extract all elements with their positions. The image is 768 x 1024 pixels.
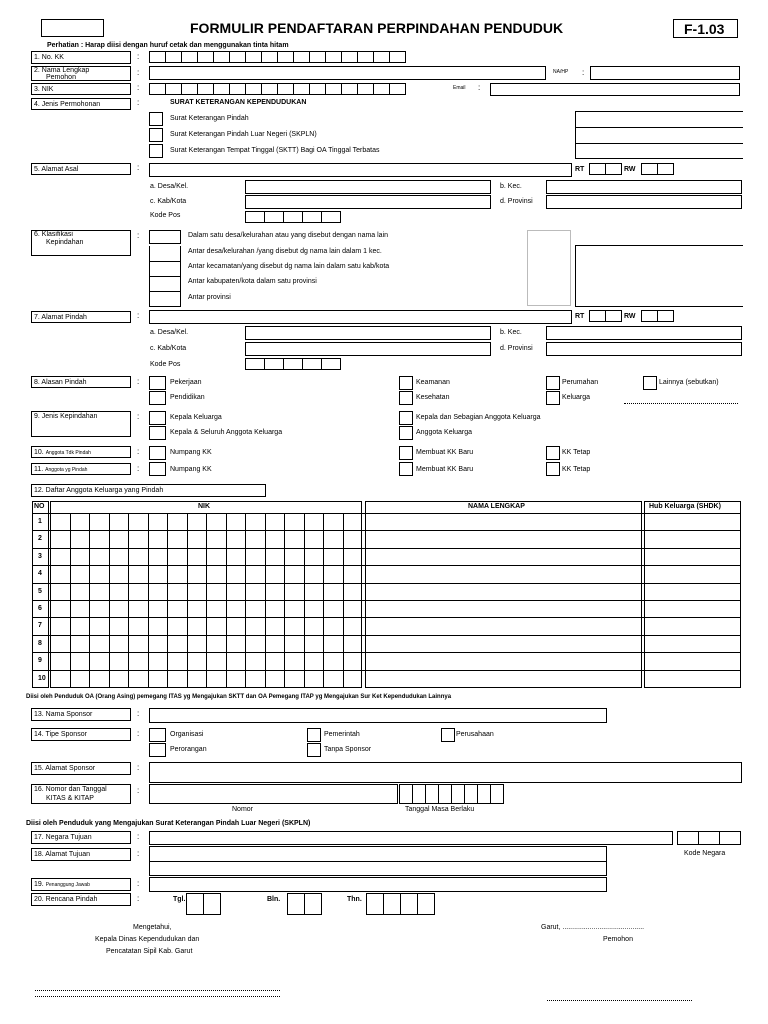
label-negara-tujuan: 17. Negara Tujuan <box>31 831 131 844</box>
table-row-number: 8 <box>38 640 42 647</box>
nik-cell-divider <box>343 513 344 688</box>
table-row-number: 10 <box>38 675 46 682</box>
tanggal-berlaku-caption: Tanggal Masa Berlaku <box>405 806 475 813</box>
bln-label: Bln. <box>267 896 281 903</box>
kode-negara-cells[interactable] <box>677 831 740 845</box>
lainnya-line[interactable] <box>624 403 738 404</box>
table-row <box>32 600 741 601</box>
table-header-nik: NIK <box>198 503 211 510</box>
nik-cell-divider <box>89 513 90 688</box>
nomor-caption: Nomor <box>232 806 254 813</box>
nik-cell-divider <box>304 513 305 688</box>
checkbox-kkbaru-10[interactable] <box>399 446 413 460</box>
klasifikasi-opt-5: Antar provinsi <box>188 294 231 301</box>
nik-cell-divider <box>109 513 110 688</box>
table-row-number: 4 <box>38 570 42 577</box>
label-no-kk: 1. No. KK <box>31 51 131 64</box>
desa-label: a. Desa/Kel. <box>150 183 189 190</box>
permohonan-heading: SURAT KETERANGAN KEPENDUDUKAN <box>170 99 307 106</box>
klasifikasi-side-box <box>527 230 571 306</box>
checkbox-perusahaan[interactable] <box>441 728 455 742</box>
tgl-label: Tgl. <box>173 896 186 903</box>
sign-garut-date: Garut, .......................................... <box>541 924 645 931</box>
opt-kkbaru-11: Membuat KK Baru <box>416 466 474 473</box>
form-code: F-1.03 <box>684 21 725 37</box>
opt-organisasi: Organisasi <box>170 731 204 738</box>
opt-kkbaru-10: Membuat KK Baru <box>416 449 474 456</box>
checkbox-anggota[interactable] <box>399 426 413 440</box>
opt-kepala-sebagian: Kepala dan Sebagian Anggota Keluarga <box>416 414 541 421</box>
checkbox-kktetap-10[interactable] <box>546 446 560 460</box>
nik-cell-divider <box>265 513 266 688</box>
table-row <box>32 548 741 549</box>
kab-label: c. Kab/Kota <box>150 198 187 205</box>
table-row <box>32 617 741 618</box>
label-daftar-anggota: 12. Daftar Anggota Keluarga yang Pindah <box>31 484 266 497</box>
tgl-cells[interactable] <box>186 893 220 915</box>
klasifikasi-opt-4: Antar kabupaten/kota dalam satu provinsi <box>188 278 317 285</box>
opt-surat-pindah: Surat Keterangan Pindah <box>170 115 249 122</box>
signature-line-right[interactable] <box>547 1000 692 1001</box>
checkbox-sktt[interactable] <box>149 144 163 158</box>
opt-lainnya: Lainnya (sebutkan) <box>659 379 719 386</box>
pos-label: Kode Pos <box>150 212 181 219</box>
label-rencana-pindah: 20. Rencana Pindah <box>31 893 131 906</box>
opt-kktetap-10: KK Tetap <box>562 449 591 456</box>
checkbox-organisasi[interactable] <box>149 728 166 742</box>
rt-label-2: RT <box>575 313 585 320</box>
nama-sponsor-input[interactable] <box>149 708 607 723</box>
label-alasan-pindah: 8. Alasan Pindah <box>31 376 131 388</box>
nik-cell-divider <box>148 513 149 688</box>
table-header-nama: NAMA LENGKAP <box>468 503 525 510</box>
pos-pindah-cells[interactable] <box>245 358 340 370</box>
label-anggota-pindah: 11. Anggota yg Pindah <box>31 463 131 475</box>
alamat-pindah-input[interactable] <box>149 310 572 324</box>
opt-anggota: Anggota Keluarga <box>416 429 473 436</box>
pos-label-2: Kode Pos <box>150 361 181 368</box>
no-kk-cells[interactable] <box>149 51 405 63</box>
nik-cells[interactable] <box>149 83 405 95</box>
kode-negara-caption: Kode Negara <box>684 850 726 857</box>
label-tipe-sponsor: 14. Tipe Sponsor <box>31 728 131 741</box>
opt-kepala-keluarga: Kepala Keluarga <box>170 414 222 421</box>
checkbox-numpang-11[interactable] <box>149 462 166 476</box>
label-klasifikasi: 6. Klasifikasi Kepindahan <box>31 230 131 256</box>
nik-cell-divider <box>167 513 168 688</box>
nama-lengkap-input[interactable] <box>149 66 546 80</box>
alamat-asal-input[interactable] <box>149 163 572 177</box>
opt-pekerjaan: Pekerjaan <box>170 379 202 386</box>
rw-label: RW <box>624 166 636 173</box>
checkbox-surat-pindah[interactable] <box>149 112 163 126</box>
label-alamat-asal: 5. Alamat Asal <box>31 163 131 175</box>
sign-mengetahui: Mengetahui, <box>133 924 172 931</box>
opt-perumahan: Perumahan <box>562 379 599 386</box>
oa-note: Diisi oleh Penduduk OA (Orang Asing) pemegang ITAS yg Mengajukan SKTT dan OA Pemegang ITAP yg Mengajukan Sur Ket Kependudukan Lainnya <box>26 694 452 700</box>
checkbox-pekerjaan[interactable] <box>149 376 166 390</box>
opt-keluarga: Keluarga <box>562 394 591 401</box>
rt-pindah-cells[interactable] <box>589 310 621 322</box>
label-alamat-sponsor: 15. Alamat Sponsor <box>31 762 131 775</box>
rt-label: RT <box>575 166 585 173</box>
desa-pindah-input[interactable] <box>245 326 491 340</box>
checkbox-lainnya[interactable] <box>643 376 657 390</box>
opt-tanpa-sponsor: Tanpa Sponsor <box>324 746 372 753</box>
label-alamat-tujuan: 18. Alamat Tujuan <box>31 848 131 861</box>
prov-asal-input[interactable] <box>546 195 742 209</box>
checkbox-perumahan[interactable] <box>546 376 560 390</box>
label-nama-sponsor: 13. Nama Sponsor <box>31 708 131 721</box>
label-alamat-pindah: 7. Alamat Pindah <box>31 311 131 323</box>
opt-perorangan: Perorangan <box>170 746 207 753</box>
table-row-number: 5 <box>38 588 42 595</box>
nahp-input[interactable] <box>590 66 740 80</box>
opt-numpang-11: Numpang KK <box>170 466 212 473</box>
checkbox-kepala-sebagian[interactable] <box>399 411 413 425</box>
table-row-number: 6 <box>38 605 42 612</box>
checkbox-numpang-10[interactable] <box>149 446 166 460</box>
bln-cells[interactable] <box>287 893 321 915</box>
kab-pindah-input[interactable] <box>245 342 491 356</box>
label-jenis-permohonan: 4. Jenis Permohonan <box>31 98 131 110</box>
kec-pindah-input[interactable] <box>546 326 742 340</box>
checkbox-kepala-seluruh[interactable] <box>149 426 166 440</box>
nik-cell-divider <box>245 513 246 688</box>
nik-cell-divider <box>284 513 285 688</box>
nik-cell-divider <box>128 513 129 688</box>
rw-label-2: RW <box>624 313 636 320</box>
table-row <box>32 565 741 566</box>
rw-pindah-cells[interactable] <box>641 310 673 322</box>
table-row-number: 3 <box>38 553 42 560</box>
email-input[interactable] <box>490 83 740 96</box>
checkbox-kktetap-11[interactable] <box>546 462 560 476</box>
opt-skpln: Surat Keterangan Pindah Luar Negeri (SKPLN) <box>170 131 317 138</box>
penanggung-jawab-input[interactable] <box>149 877 607 892</box>
table-header-hub: Hub Keluarga (SHDK) <box>649 503 721 510</box>
nomor-kitas-input[interactable] <box>149 784 398 804</box>
pos-asal-cells[interactable] <box>245 211 340 223</box>
kab-label-2: c. Kab/Kota <box>150 345 187 352</box>
klasifikasi-side-box-2 <box>575 245 743 307</box>
klasifikasi-choice-box[interactable] <box>149 230 181 244</box>
rw-asal-cells[interactable] <box>641 163 673 175</box>
checkbox-keamanan[interactable] <box>399 376 413 390</box>
checkbox-pendidikan[interactable] <box>149 391 166 405</box>
klasifikasi-opt-2: Antar desa/kelurahan /yang disebut dg nama lain dalam 1 kec. <box>188 248 382 255</box>
table-row-number: 7 <box>38 622 42 629</box>
opt-numpang-10: Numpang KK <box>170 449 212 456</box>
table-row <box>32 530 741 531</box>
nik-cell-divider <box>187 513 188 688</box>
desa-asal-input[interactable] <box>245 180 491 194</box>
alamat-sponsor-input[interactable] <box>149 762 742 783</box>
table-row <box>32 670 741 671</box>
checkbox-kkbaru-11[interactable] <box>399 462 413 476</box>
kec-label: b. Kec. <box>500 183 522 190</box>
label-anggota-tdk-pindah: 10. Anggota Tdk Pindah <box>31 446 131 458</box>
nik-cell-divider <box>70 513 71 688</box>
signature-line-left[interactable] <box>35 990 280 991</box>
sign-pemohon: Pemohon <box>603 936 633 943</box>
checkbox-perorangan[interactable] <box>149 743 166 757</box>
sign-pencatatan-sipil: Pencatatan Sipil Kab. Garut <box>106 948 193 955</box>
label-penanggung-jawab: 19. Penanggung Jawab <box>31 878 131 891</box>
table-row-number: 2 <box>38 535 42 542</box>
nahp-label: NA/HP <box>553 69 569 75</box>
opt-perusahaan: Perusahaan <box>456 731 494 738</box>
thn-label: Thn. <box>347 896 362 903</box>
opt-kktetap-11: KK Tetap <box>562 466 591 473</box>
label-jenis-kepindahan: 9. Jenis Kepindahan <box>31 411 131 437</box>
table-row <box>32 652 741 653</box>
prov-label-2: d. Provinsi <box>500 345 533 352</box>
label-nomor-kitas: 16. Nomor dan Tanggal KITAS & KITAP <box>31 784 131 804</box>
table-header-no: NO <box>34 503 45 510</box>
checkbox-tanpa-sponsor[interactable] <box>307 743 321 757</box>
prov-pindah-input[interactable] <box>546 342 742 356</box>
email-label: Email <box>453 85 466 91</box>
label-nik: 3. NIK <box>31 83 131 95</box>
checkbox-kepala-keluarga[interactable] <box>149 411 166 425</box>
sign-kepala-dinas: Kepala Dinas Kependudukan dan <box>95 936 200 943</box>
opt-keamanan: Keamanan <box>416 379 450 386</box>
instruction-note: Perhatian : Harap diisi dengan huruf cetak dan menggunakan tinta hitam <box>47 42 289 49</box>
nik-cell-divider <box>323 513 324 688</box>
thn-cells[interactable] <box>366 893 434 915</box>
negara-tujuan-input[interactable] <box>149 831 673 845</box>
nik-cell-divider <box>206 513 207 688</box>
form-title: FORMULIR PENDAFTARAN PERPINDAHAN PENDUDUK <box>190 20 564 36</box>
skpln-note: Diisi oleh Penduduk yang Mengajukan Surat Keterangan Pindah Luar Negeri (SKPLN) <box>26 820 311 827</box>
kec-label-2: b. Kec. <box>500 329 522 336</box>
klasifikasi-opt-3: Antar kecamatan/yang disebut dg nama lain dalam satu kab/kota <box>188 263 390 270</box>
table-row <box>32 635 741 636</box>
table-row <box>32 513 741 514</box>
table-row <box>32 583 741 584</box>
desa-label-2: a. Desa/Kel. <box>150 329 189 336</box>
blank-header-box <box>41 19 104 37</box>
opt-pemerintah: Pemerintah <box>324 731 360 738</box>
prov-label: d. Provinsi <box>500 198 533 205</box>
checkbox-keluarga[interactable] <box>546 391 560 405</box>
opt-kepala-seluruh: Kepala & Seluruh Anggota Keluarga <box>170 429 283 436</box>
tanggal-berlaku-cells[interactable] <box>399 784 503 804</box>
opt-kesehatan: Kesehatan <box>416 394 450 401</box>
checkbox-kesehatan[interactable] <box>399 391 413 405</box>
opt-sktt: Surat Keterangan Tempat Tinggal (SKTT) Bagi OA Tinggal Terbatas <box>170 147 380 154</box>
table-row-number: 9 <box>38 657 42 664</box>
kec-asal-input[interactable] <box>546 180 742 194</box>
opt-pendidikan: Pendidikan <box>170 394 205 401</box>
rt-asal-cells[interactable] <box>589 163 621 175</box>
table-row-number: 1 <box>38 518 42 525</box>
label-nama-lengkap: 2. Nama Lengkap Pemohon <box>31 66 131 81</box>
permohonan-side-box <box>575 111 743 159</box>
klasifikasi-opt-1: Dalam satu desa/kelurahan atau yang disebut dengan nama lain <box>188 232 389 239</box>
checkbox-skpln[interactable] <box>149 128 163 142</box>
kab-asal-input[interactable] <box>245 195 491 209</box>
nik-cell-divider <box>226 513 227 688</box>
checkbox-pemerintah[interactable] <box>307 728 321 742</box>
